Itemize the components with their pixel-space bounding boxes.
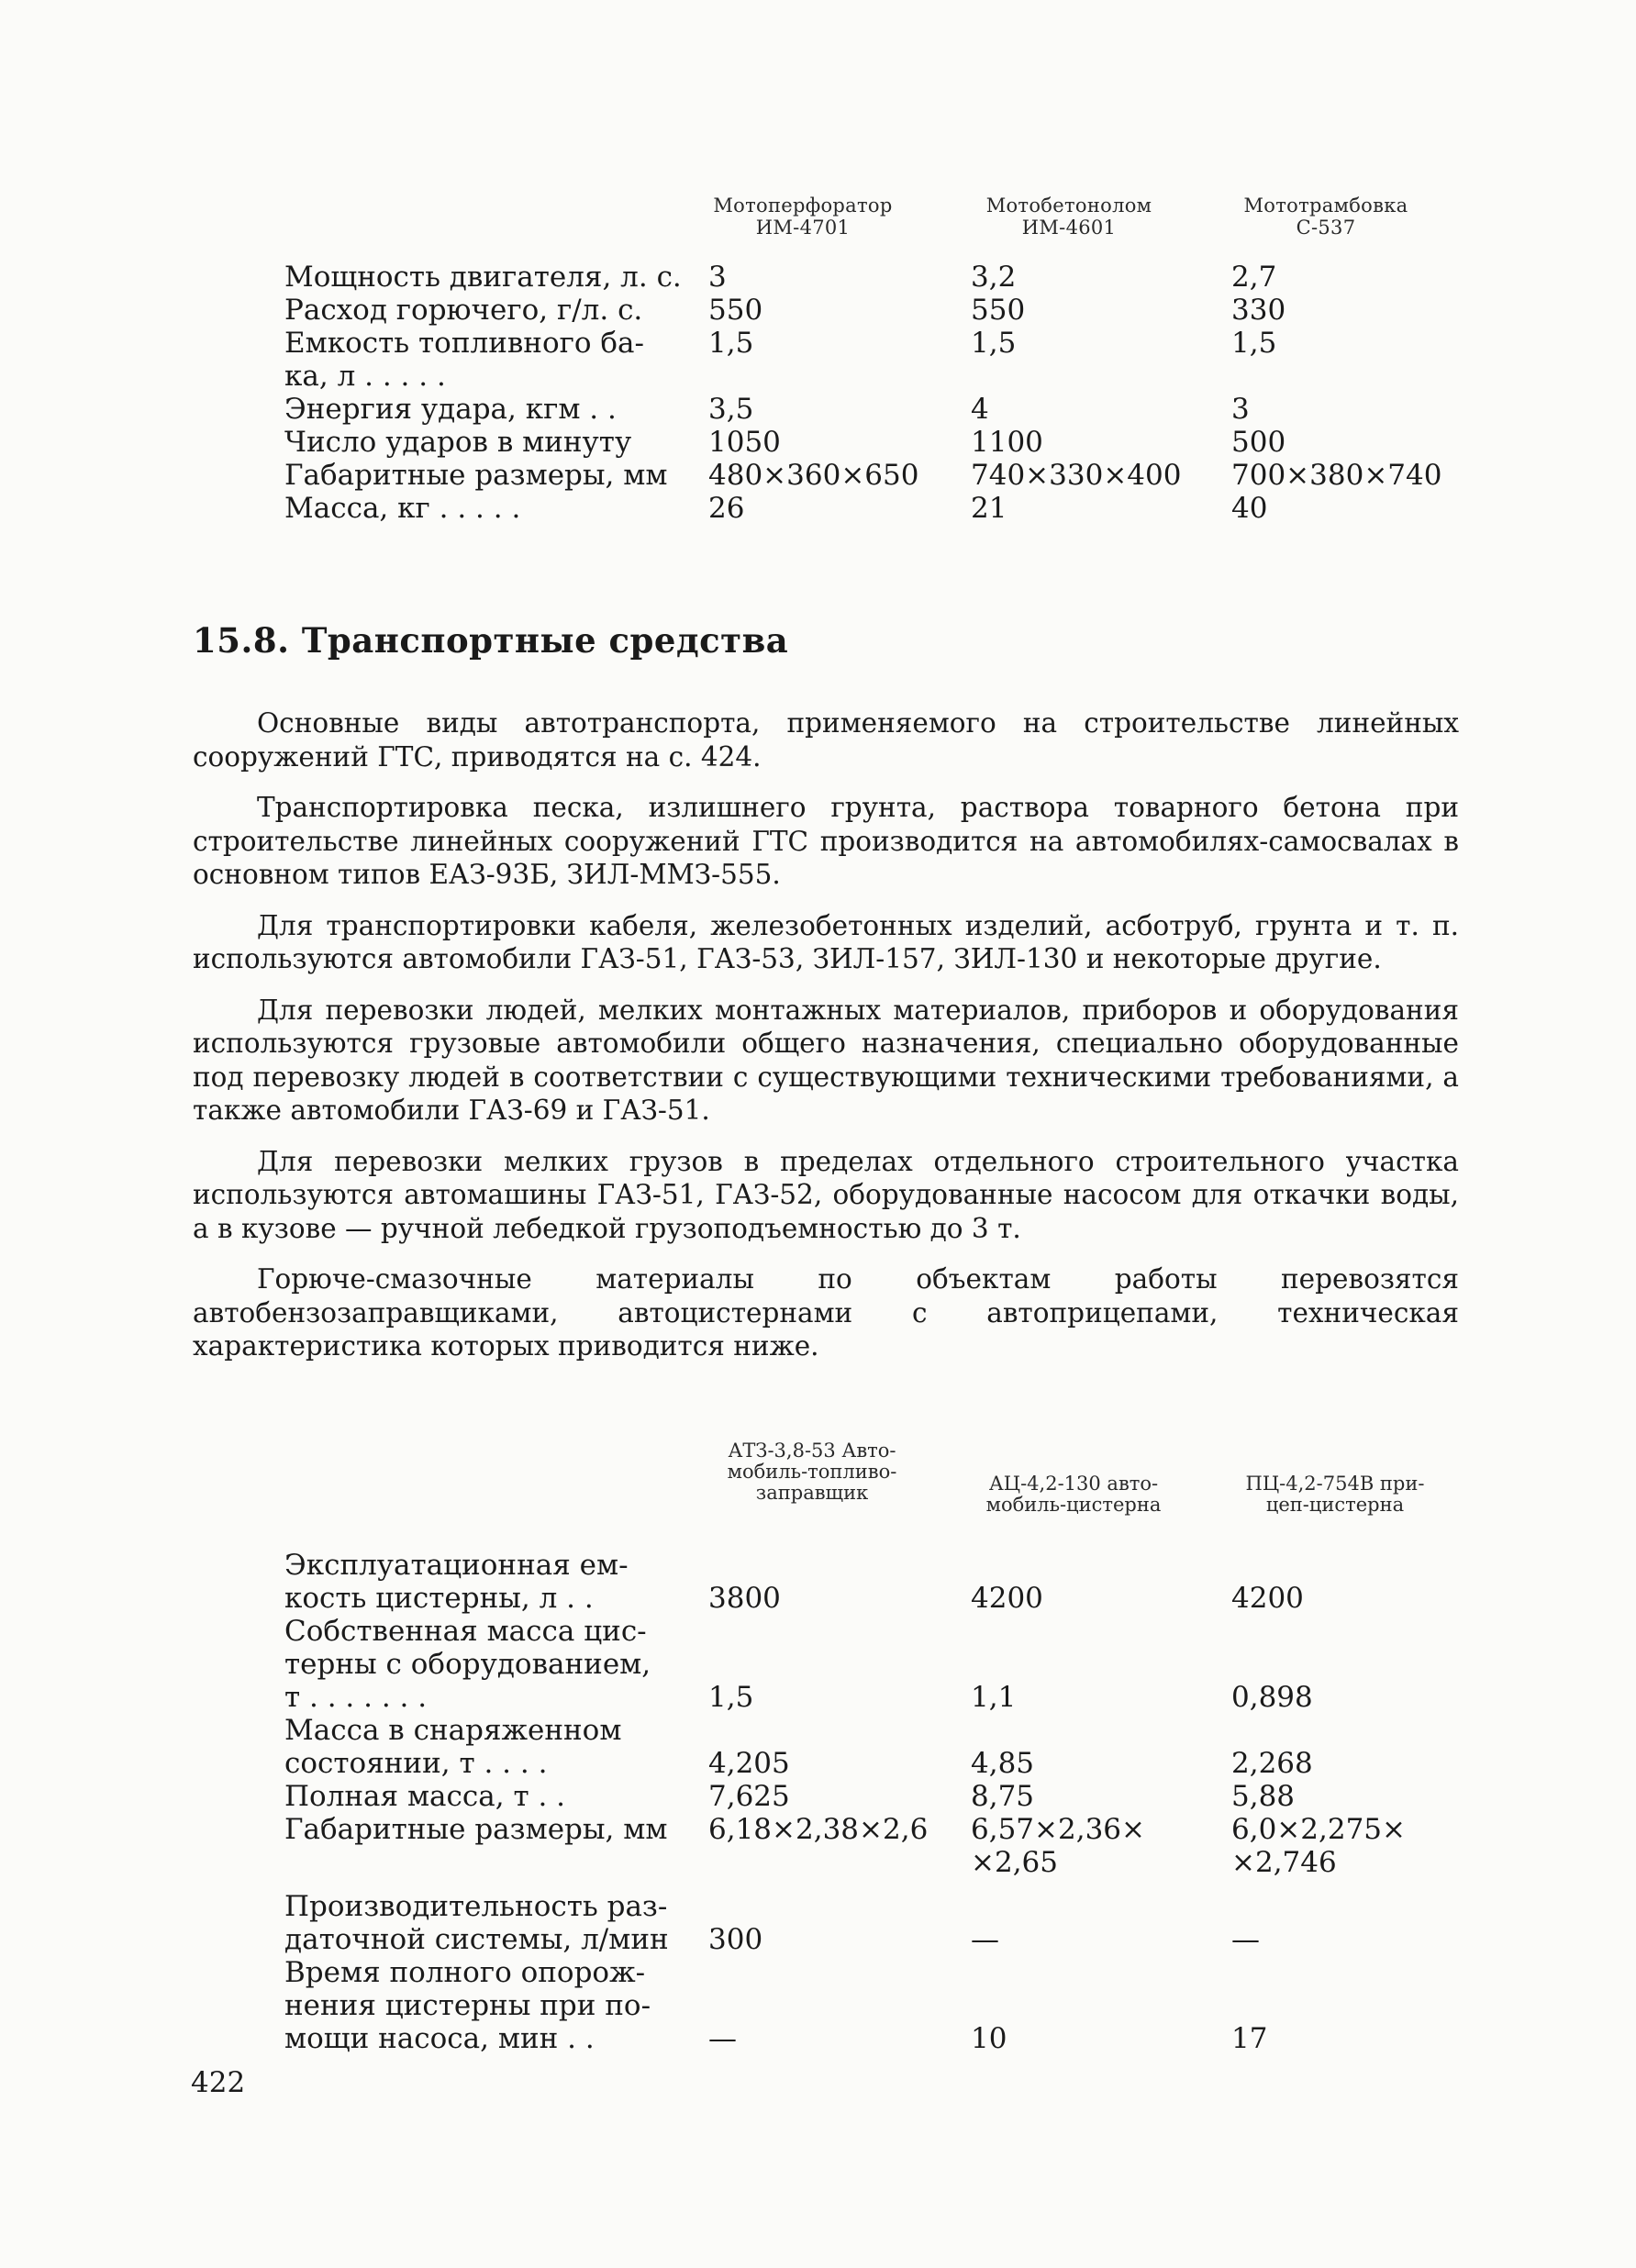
column-header-motobetonolom: Мотобетонолом ИМ-4601 bbox=[985, 195, 1152, 239]
cell-value: 3 bbox=[708, 261, 727, 294]
paragraph: Для транспортировки кабеля, железобетонных изделий, асботруб, грунта и т. п. используются автомобили ГАЗ-51, ГАЗ-53, ЗИЛ-157, ЗИЛ-130 и некоторые другие. bbox=[193, 909, 1459, 974]
cell-value: 330 bbox=[1231, 294, 1286, 327]
row-label: Масса, кг . . . . . bbox=[284, 492, 521, 525]
cell-value: 4200 bbox=[1231, 1582, 1304, 1615]
table-row bbox=[284, 1780, 1468, 1813]
table-row bbox=[284, 1890, 1468, 1956]
table-row bbox=[284, 1813, 1468, 1879]
table-body bbox=[284, 1549, 1468, 2055]
column-header-pc: ПЦ-4,2-754В при- цеп-цистерна bbox=[1245, 1473, 1425, 1516]
row-label: Время полного опорож- нения цистерны при по- мощи насоса, мин . . bbox=[284, 1956, 651, 2055]
cell-value: 1,5 bbox=[971, 327, 1017, 360]
row-label: ка, л . . . . . bbox=[284, 360, 446, 393]
row-label: Энергия удара, кгм . . bbox=[284, 393, 617, 426]
column-header-motoperforator: Мотоперфоратор ИМ-4701 bbox=[713, 195, 893, 239]
cell-value: 10 bbox=[971, 2022, 1007, 2055]
table-row bbox=[284, 261, 1468, 294]
row-label: Габаритные размеры, мм bbox=[284, 459, 668, 492]
column-header-mototrambovka: Мототрамбовка С-537 bbox=[1243, 195, 1408, 239]
cell-value: 550 bbox=[708, 294, 763, 327]
row-label: Производительность раз- даточной системы, л/мин bbox=[284, 1890, 669, 1956]
cell-value: 3,5 bbox=[708, 393, 754, 426]
cell-value: 7,625 bbox=[708, 1780, 790, 1813]
table-row bbox=[284, 1549, 1468, 1615]
row-label: Мощность двигателя, л. с. bbox=[284, 261, 682, 294]
cell-value: — bbox=[708, 2022, 737, 2055]
cell-value: 8,75 bbox=[971, 1780, 1035, 1813]
cell-value: 4 bbox=[971, 393, 989, 426]
cell-value: 2,268 bbox=[1231, 1747, 1313, 1780]
table-row-continuation bbox=[284, 360, 1468, 393]
cell-value: 500 bbox=[1231, 426, 1286, 459]
table-row bbox=[284, 1615, 1468, 1714]
row-label: Число ударов в минуту bbox=[284, 426, 632, 459]
row-label: Емкость топливного ба- bbox=[284, 327, 645, 360]
table-row bbox=[284, 426, 1468, 459]
table-header bbox=[284, 1440, 1468, 1551]
paragraph: Транспортировка песка, излишнего грунта, раствора товарного бетона при строительстве линейных сооружений ГТС производится на автомобилях-самосвалах в основном типов ЕАЗ-93Б, ЗИЛ-ММЗ-555. bbox=[193, 792, 1459, 890]
cell-value: 6,57×2,36× ×2,65 bbox=[971, 1813, 1145, 1879]
tanker-spec-table bbox=[284, 1440, 1468, 2055]
cell-value: 3,2 bbox=[971, 261, 1017, 294]
table-row bbox=[284, 1956, 1468, 2055]
cell-value: 26 bbox=[708, 492, 745, 525]
table-row bbox=[284, 459, 1468, 492]
paragraph: Для перевозки людей, мелких монтажных материалов, приборов и оборудования используются грузовые автомобили общего назначения, специально оборудованные под перевозку людей в соответствии с существующими техническими требованиями, а также автомобили ГАЗ-69 и ГАЗ-51. bbox=[193, 994, 1459, 1126]
cell-value: 1,5 bbox=[1231, 327, 1277, 360]
cell-value: 4,205 bbox=[708, 1747, 790, 1780]
cell-value: 40 bbox=[1231, 492, 1268, 525]
row-label: Эксплуатационная ем- кость цистерны, л . . bbox=[284, 1549, 629, 1615]
section-title: 15.8. Транспортные средства bbox=[193, 620, 789, 661]
column-header-atz: АТЗ-3,8-53 Авто- мобиль-топливо- заправщик bbox=[727, 1440, 897, 1504]
cell-value: 0,898 bbox=[1231, 1681, 1313, 1714]
paragraph: Горюче-смазочные материалы по объектам работы перевозятся автобензозаправщиками, автоцистернами с автоприцепами, техническая характеристика которых приводится ниже. bbox=[193, 1263, 1459, 1362]
paragraph: Основные виды автотранспорта, применяемого на строительстве линейных сооружений ГТС, приводятся на с. 424. bbox=[193, 707, 1459, 773]
row-label: Расход горючего, г/л. с. bbox=[284, 294, 643, 327]
cell-value: 4,85 bbox=[971, 1747, 1035, 1780]
table-row bbox=[284, 492, 1468, 525]
paragraph: Для перевозки мелких грузов в пределах отдельного строительного участка используются автомашины ГАЗ-51, ГАЗ-52, оборудованные насосом для откачки воды, а в кузове — ручной лебедкой грузоподъемностью до 3 т. bbox=[193, 1145, 1459, 1244]
cell-value: — bbox=[971, 1923, 999, 1956]
cell-value: 21 bbox=[971, 492, 1007, 525]
cell-value: 1050 bbox=[708, 426, 781, 459]
cell-value: — bbox=[1231, 1923, 1260, 1956]
cell-value: 1,5 bbox=[708, 1681, 754, 1714]
cell-value: 3800 bbox=[708, 1582, 781, 1615]
cell-value: 300 bbox=[708, 1923, 763, 1956]
table-row bbox=[284, 393, 1468, 426]
cell-value: 1,1 bbox=[971, 1681, 1017, 1714]
table-body bbox=[284, 261, 1468, 525]
cell-value: 740×330×400 bbox=[971, 459, 1182, 492]
cell-value: 3 bbox=[1231, 393, 1250, 426]
table-row bbox=[284, 294, 1468, 327]
section-body bbox=[193, 706, 1459, 1381]
cell-value: 4200 bbox=[971, 1582, 1043, 1615]
cell-value: 6,0×2,275× ×2,746 bbox=[1231, 1813, 1406, 1879]
cell-value: 1100 bbox=[971, 426, 1043, 459]
cell-value: 550 bbox=[971, 294, 1026, 327]
cell-value: 6,18×2,38×2,6 bbox=[708, 1813, 929, 1846]
cell-value: 1,5 bbox=[708, 327, 754, 360]
cell-value: 5,88 bbox=[1231, 1780, 1296, 1813]
table-row bbox=[284, 327, 1468, 360]
page-number: 422 bbox=[191, 2066, 246, 2099]
row-label: Собственная масса цис- терны с оборудованием, т . . . . . . . bbox=[284, 1615, 651, 1714]
table-header bbox=[284, 195, 1468, 261]
row-label: Габаритные размеры, мм bbox=[284, 1813, 668, 1846]
row-label: Масса в снаряженном состоянии, т . . . . bbox=[284, 1714, 622, 1780]
cell-value: 700×380×740 bbox=[1231, 459, 1442, 492]
cell-value: 17 bbox=[1231, 2022, 1268, 2055]
column-header-ac: АЦ-4,2-130 авто- мобиль-цистерна bbox=[985, 1473, 1162, 1516]
table-row bbox=[284, 1714, 1468, 1780]
cell-value: 480×360×650 bbox=[708, 459, 919, 492]
cell-value: 2,7 bbox=[1231, 261, 1277, 294]
row-label: Полная масса, т . . bbox=[284, 1780, 566, 1813]
equipment-spec-table bbox=[284, 195, 1468, 525]
